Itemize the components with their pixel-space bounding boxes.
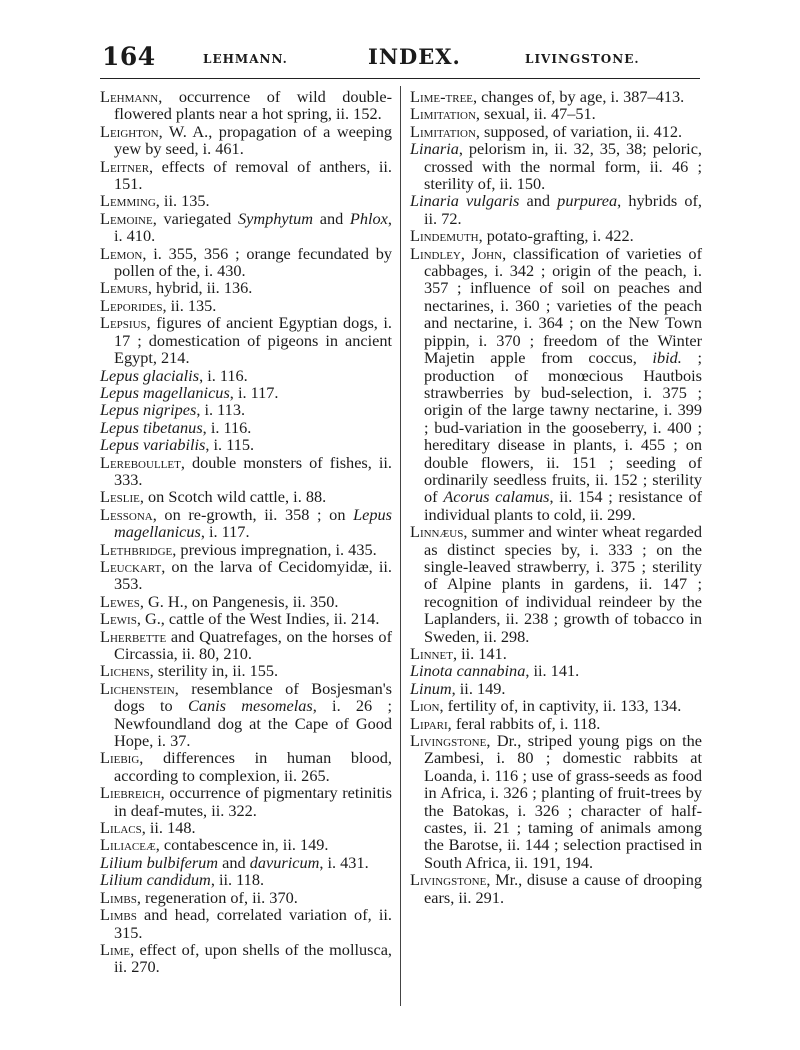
entry-headword: Lime-tree bbox=[410, 87, 474, 106]
entry-text: , on Scotch wild cattle, i. 88. bbox=[139, 487, 327, 507]
entry-text: , ii. 135. bbox=[162, 295, 217, 315]
entry-text: , on the larva of Cecidomyidæ, ii. 353. bbox=[114, 556, 392, 594]
entry-text: , figures of ancient Egyptian dogs, i. 17 ; domestication of pigeons in ancient Egypt, 214. bbox=[114, 313, 392, 368]
index-entry bbox=[100, 680, 392, 750]
entry-text: , on re-growth, ii. 358 ; on bbox=[152, 504, 354, 524]
entry-text: , potato-grafting, i. 422. bbox=[478, 226, 634, 246]
entry-headword: Lime bbox=[100, 939, 131, 959]
index-entry bbox=[100, 210, 392, 245]
entry-text: , feral rabbits of, i. 118. bbox=[447, 713, 601, 733]
index-entry bbox=[100, 314, 392, 366]
entry-text: , effect of, upon shells of the mollusca, ii. 270. bbox=[114, 939, 392, 977]
entry-text: , effects of removal of anthers, ii. 151. bbox=[114, 156, 392, 194]
entry-headword: Liebreich bbox=[100, 783, 161, 803]
entry-headword: Lereboullet bbox=[100, 452, 181, 472]
index-entry bbox=[410, 227, 702, 244]
index-entry bbox=[100, 749, 392, 784]
entry-text: and bbox=[519, 191, 558, 211]
entry-text: , i. 26 ; Newfoundland dog at the Cape of Good Hope, i. 37. bbox=[114, 696, 392, 751]
index-entry bbox=[410, 871, 702, 906]
entry-headword: Lilacs bbox=[100, 818, 142, 838]
index-entry bbox=[100, 541, 392, 558]
entry-italic-term: Symphytum bbox=[237, 208, 314, 228]
entry-headword: Lindley bbox=[410, 243, 461, 263]
index-entry bbox=[410, 245, 702, 524]
page-title: INDEX. bbox=[368, 44, 461, 69]
index-entry bbox=[100, 871, 392, 888]
entry-text: , resemblance of Bosjesman's dogs to bbox=[114, 678, 392, 716]
entry-headword: Lepsius bbox=[100, 313, 147, 333]
entry-headword: Lemurs bbox=[100, 278, 148, 298]
index-entry bbox=[410, 662, 702, 679]
entry-text: , sexual, ii. 47–51. bbox=[475, 104, 596, 124]
entry-headword: Lichenstein bbox=[100, 678, 175, 698]
index-entry bbox=[100, 384, 392, 401]
entry-text: , fertility of, in captivity, ii. 133, 134. bbox=[439, 696, 682, 716]
entry-text: and Quatrefages, on the horses of Circassia, ii. 80, 210. bbox=[114, 626, 392, 663]
entry-headword: Livingstone bbox=[410, 731, 487, 751]
entry-text: , bbox=[460, 243, 472, 263]
entry-italic-term: Linaria vulgaris bbox=[410, 191, 520, 211]
index-entry bbox=[100, 419, 392, 436]
index-entry bbox=[100, 836, 392, 853]
index-entry bbox=[100, 628, 392, 663]
entry-headword: Lethbridge bbox=[100, 539, 173, 559]
index-entry bbox=[100, 662, 392, 679]
entry-headword: Leslie bbox=[100, 487, 140, 507]
entry-text: , ii. 148. bbox=[141, 818, 196, 838]
entry-headword: Limbs bbox=[100, 905, 137, 925]
entry-text: , i. 117. bbox=[229, 382, 279, 402]
entry-italic-term: Lilium candidum bbox=[100, 870, 211, 890]
index-entry bbox=[410, 523, 702, 645]
entry-text: , i. 410. bbox=[114, 208, 392, 246]
entry-text: , i. 113. bbox=[196, 400, 246, 420]
entry-italic-term: Lepus tibetanus bbox=[100, 417, 203, 437]
entry-text: , Mr., disuse a cause of drooping ears, ii. 291. bbox=[424, 870, 702, 907]
entry-italic-term: Lepus magellanicus bbox=[100, 382, 230, 402]
entry-headword: Lemming bbox=[100, 191, 156, 211]
left-running-head: LEHMANN. bbox=[203, 52, 288, 66]
index-entry bbox=[100, 506, 392, 541]
index-entry bbox=[100, 297, 392, 314]
index-entry bbox=[100, 454, 392, 489]
index-entry bbox=[100, 854, 392, 871]
entry-text: , hybrids of, ii. 72. bbox=[424, 191, 702, 228]
entry-headword: Linnet bbox=[410, 644, 453, 663]
entry-text: , hybrid, ii. 136. bbox=[147, 278, 253, 298]
entry-headword: Leitner bbox=[100, 156, 150, 176]
index-entry bbox=[100, 941, 392, 976]
entry-headword: Lipari bbox=[410, 713, 448, 733]
entry-headword: Limitation bbox=[410, 104, 476, 124]
index-entry bbox=[100, 192, 392, 209]
entry-text: and head, correlated variation of, ii. 315. bbox=[114, 905, 392, 942]
running-header bbox=[0, 40, 800, 74]
entry-text: , contabescence in, ii. 149. bbox=[155, 835, 329, 855]
right-running-head: LIVINGSTONE. bbox=[525, 52, 640, 66]
index-entry bbox=[410, 680, 702, 697]
entry-italic-term: Canis mesomelas bbox=[187, 696, 313, 716]
entry-text: , i. 431. bbox=[319, 852, 369, 872]
entry-italic-term: davuricum bbox=[249, 852, 320, 872]
entry-italic-term: Linum bbox=[410, 678, 452, 698]
index-entry bbox=[410, 105, 702, 122]
entry-headword: Livingstone bbox=[410, 870, 487, 890]
entry-headword: Leuckart bbox=[100, 556, 162, 576]
entry-text: , pelorism in, ii. 32, 35, 38; peloric, crossed with the normal form, ii. 46 ; sterility of, ii. 150. bbox=[424, 139, 702, 194]
entry-text: , ii. 135. bbox=[155, 191, 210, 211]
entry-headword: Limbs bbox=[100, 887, 137, 907]
entry-headword: Lewes bbox=[100, 591, 140, 611]
index-entry bbox=[100, 819, 392, 836]
entry-text: , double monsters of fishes, ii. 333. bbox=[114, 452, 392, 489]
entry-headword: Leighton bbox=[100, 121, 159, 141]
entry-text: , regeneration of, ii. 370. bbox=[136, 887, 298, 907]
index-entry bbox=[410, 88, 702, 105]
entry-italic-term: Acorus calamus bbox=[443, 487, 550, 507]
entry-text: , differences in human blood, according to complexion, ii. 265. bbox=[114, 748, 392, 785]
entry-text: , sterility in, ii. 155. bbox=[149, 661, 279, 681]
entry-headword: Lemon bbox=[100, 243, 143, 263]
index-entry bbox=[410, 140, 702, 192]
entry-headword: Liebig bbox=[100, 748, 140, 768]
entry-text: , ii. 149. bbox=[451, 678, 506, 698]
entry-headword: Lehmann bbox=[100, 87, 159, 106]
entry-text: , ii. 141. bbox=[525, 661, 580, 681]
index-entry bbox=[100, 123, 392, 158]
entry-italic-term: ibid. bbox=[652, 348, 682, 368]
entry-italic-term: Lilium bulbiferum bbox=[100, 852, 219, 872]
entry-italic-term: Phlox bbox=[349, 208, 388, 228]
page-number: 164 bbox=[102, 42, 156, 71]
entry-italic-term: Linaria bbox=[410, 139, 459, 159]
entry-text: and bbox=[218, 852, 250, 872]
entry-italic-term: Lepus magellanicus bbox=[114, 504, 392, 542]
entry-text: , changes of, by age, i. 387–413. bbox=[473, 87, 685, 106]
column-divider bbox=[400, 86, 401, 1006]
entry-headword: John bbox=[471, 243, 503, 263]
header-rule bbox=[100, 78, 700, 79]
entry-text: , G., cattle of the West Indies, ii. 214. bbox=[136, 609, 380, 629]
entry-headword: Leporides bbox=[100, 295, 163, 315]
entry-italic-term: Lepus nigripes bbox=[100, 400, 197, 420]
index-entry bbox=[410, 697, 702, 714]
entry-text: , occurrence of pigmentary retinitis in deaf-mutes, ii. 322. bbox=[114, 783, 392, 820]
entry-headword: Lewis bbox=[100, 609, 137, 629]
index-entry bbox=[410, 645, 702, 662]
index-entry bbox=[100, 158, 392, 193]
entry-headword: Lindemuth bbox=[410, 226, 479, 246]
entry-headword: Lherbette bbox=[100, 626, 167, 646]
entry-text: , i. 115. bbox=[205, 435, 255, 455]
entry-headword: Lion bbox=[410, 696, 440, 716]
left-column bbox=[100, 88, 392, 976]
entry-text: , i. 116. bbox=[199, 365, 248, 385]
entry-text: , summer and winter wheat regarded as distinct species by, i. 333 ; on the single-leaved strawberry, i. 375 ; sterility of Alpine plants in gardens, ii. 147 ; recognition of individual reindeer by the Laplanders, ii. 238 ; growth of tobacco in Sweden, ii. 298. bbox=[424, 522, 702, 646]
index-entry bbox=[100, 558, 392, 593]
entry-text: , supposed, of variation, ii. 412. bbox=[475, 121, 683, 141]
entry-text: , ii. 154 ; resistance of individual plants to cold, ii. 299. bbox=[424, 487, 703, 524]
entry-headword: Lichens bbox=[100, 661, 150, 681]
index-entry bbox=[100, 593, 392, 610]
index-entry bbox=[100, 906, 392, 941]
index-entry bbox=[410, 123, 702, 140]
entry-text: ; production of monœcious Hautbois strawberries by bud-selection, i. 375 ; origin of the large tawny nectarine, i. 399 ; bud-variation in the gooseberry, i. 400 ; hereditary disease in plants, i. 455 ; on double flowers, ii. 151 ; seeding of ordinarily seedless fruits, ii. 152 ; sterility of bbox=[424, 348, 702, 507]
entry-headword: Lemoine bbox=[100, 208, 153, 228]
index-entry bbox=[100, 245, 392, 280]
index-entry bbox=[100, 88, 392, 123]
entry-text: , i. 355, 356 ; orange fecundated by pollen of the, i. 430. bbox=[114, 243, 392, 281]
index-entry bbox=[100, 610, 392, 627]
index-entry bbox=[100, 401, 392, 418]
entry-text: , G. H., on Pangenesis, ii. 350. bbox=[139, 591, 339, 611]
entry-italic-term: Linota cannabina bbox=[410, 661, 526, 681]
entry-italic-term: purpurea bbox=[557, 191, 618, 211]
entry-text: , occurrence of wild double-flowered plants near a hot spring, ii. 152. bbox=[114, 87, 392, 124]
entry-text: , ii. 118. bbox=[210, 870, 265, 890]
entry-text: , ii. 141. bbox=[452, 644, 507, 663]
entry-text: , variegated bbox=[152, 208, 238, 228]
index-entry bbox=[410, 192, 702, 227]
entry-headword: Liliaceæ bbox=[100, 835, 156, 855]
index-entry bbox=[100, 279, 392, 296]
entry-text: , i. 117. bbox=[200, 522, 250, 542]
index-entry bbox=[100, 488, 392, 505]
entry-italic-term: Lepus variabilis bbox=[100, 435, 206, 455]
index-entry bbox=[100, 784, 392, 819]
index-entry bbox=[100, 367, 392, 384]
entry-headword: Limitation bbox=[410, 121, 476, 141]
right-column bbox=[410, 88, 702, 906]
entry-text: , Dr., striped young pigs on the Zambesi, i. 80 ; domestic rabbits at Loanda, i. 116 ; use of grass-seeds as food in Africa, i. 326 ; planting of fruit-trees by the Batokas, i. 326 ; character of half-castes, ii. 21 ; taming of animals among the Barotse, ii. 144 ; selection practised in South Africa, ii. 191, 194. bbox=[424, 731, 702, 872]
entry-headword: Lessona bbox=[100, 504, 153, 524]
index-entry bbox=[100, 889, 392, 906]
entry-text: , previous impregnation, i. 435. bbox=[172, 539, 377, 559]
entry-headword: Linnæus bbox=[410, 522, 464, 542]
index-entry bbox=[100, 436, 392, 453]
entry-italic-term: Lepus glacialis bbox=[100, 365, 200, 385]
entry-text: , W. A., propagation of a weeping yew by seed, i. 461. bbox=[114, 121, 392, 159]
index-entry bbox=[410, 732, 702, 871]
entry-text: and bbox=[313, 208, 350, 228]
entry-text: , i. 116. bbox=[202, 417, 252, 437]
index-entry bbox=[410, 715, 702, 732]
entry-text: , classification of varieties of cabbages, i. 342 ; origin of the peach, i. 357 ; influence of soil on peaches and nectarines, i. 360 ; varieties of the peach and nectarine, i. 364 ; on the New Town pippin, i. 370 ; freedom of the Winter Majetin apple from coccus, bbox=[424, 243, 702, 368]
